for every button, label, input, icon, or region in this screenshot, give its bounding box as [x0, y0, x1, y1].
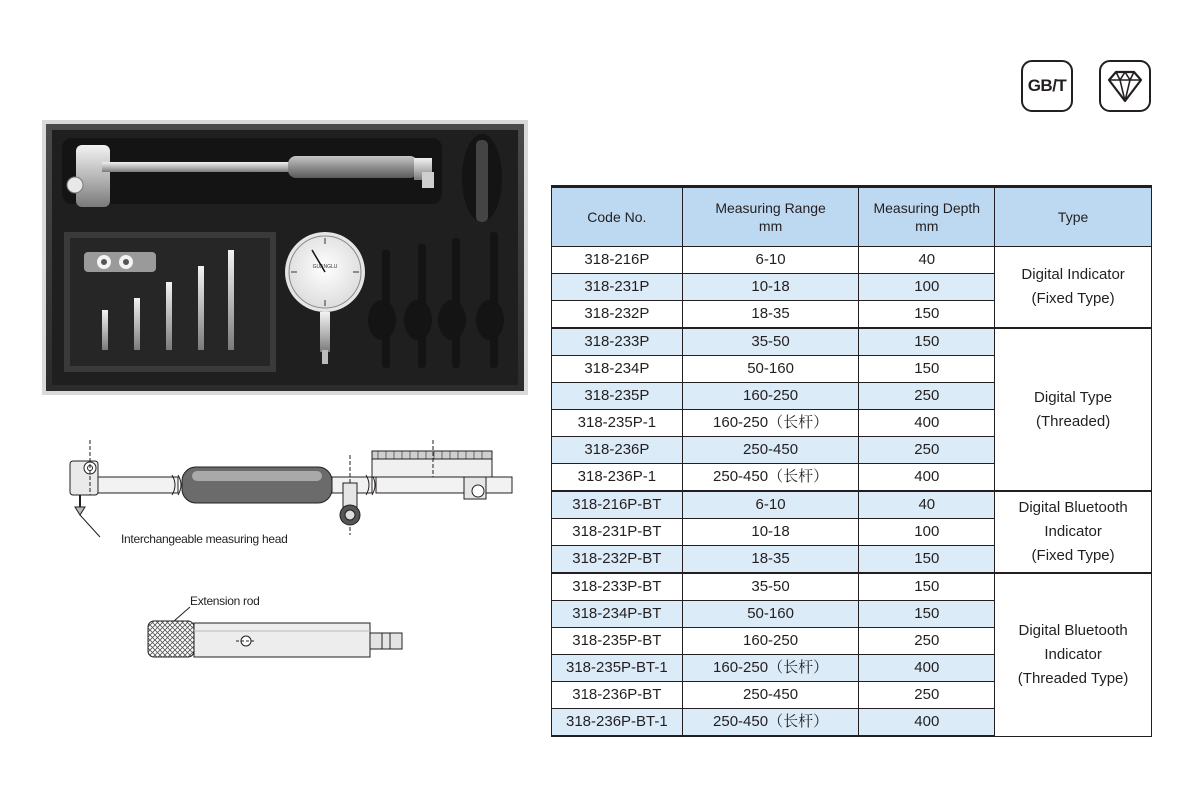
depth-cell: 250: [859, 682, 995, 709]
range-cell: 18-35: [682, 301, 859, 329]
col-depth-header: Measuring Depth mm: [859, 187, 995, 247]
code-cell: 318-235P-1: [552, 410, 683, 437]
code-cell: 318-232P-BT: [552, 546, 683, 574]
code-cell: 318-236P-1: [552, 464, 683, 492]
range-cell: 35-50: [682, 573, 859, 601]
range-cell: 10-18: [682, 519, 859, 546]
spec-table: [551, 185, 1152, 737]
range-cell: 35-50: [682, 328, 859, 356]
code-cell: 318-234P: [552, 356, 683, 383]
product-kit-photo: [42, 120, 528, 395]
code-cell: 318-236P-BT: [552, 682, 683, 709]
range-cell: 50-160: [682, 601, 859, 628]
range-cell: 160-250: [682, 383, 859, 410]
dial-brand: GUANGLU: [312, 264, 338, 270]
code-cell: 318-233P-BT: [552, 573, 683, 601]
range-cell: 250-450（长杆）: [682, 709, 859, 737]
table-row: [552, 491, 1152, 519]
range-cell: 250-450: [682, 437, 859, 464]
depth-cell: 40: [859, 247, 995, 274]
table-row: [552, 573, 1152, 601]
depth-cell: 400: [859, 464, 995, 492]
depth-cell: 400: [859, 410, 995, 437]
range-cell: 160-250（长杆）: [682, 410, 859, 437]
depth-cell: 150: [859, 573, 995, 601]
measuring-head-label: Interchangeable measuring head: [121, 532, 288, 546]
code-cell: 318-234P-BT: [552, 601, 683, 628]
range-cell: 18-35: [682, 546, 859, 574]
depth-cell: 400: [859, 709, 995, 737]
depth-cell: 250: [859, 628, 995, 655]
range-cell: 250-450: [682, 682, 859, 709]
code-cell: 318-235P-BT: [552, 628, 683, 655]
depth-cell: 100: [859, 274, 995, 301]
depth-cell: 150: [859, 601, 995, 628]
depth-cell: 150: [859, 328, 995, 356]
depth-cell: 250: [859, 437, 995, 464]
code-cell: 318-231P: [552, 274, 683, 301]
col-code-header: Code No.: [552, 187, 683, 247]
range-cell: 250-450（长杆）: [682, 464, 859, 492]
depth-cell: 150: [859, 301, 995, 329]
diamond-icon: [1105, 68, 1145, 104]
code-cell: 318-235P-BT-1: [552, 655, 683, 682]
quality-badge: [1099, 60, 1151, 112]
depth-cell: 100: [859, 519, 995, 546]
type-cell: Digital Bluetooth Indicator (Threaded Type): [995, 573, 1152, 736]
table-row: [552, 247, 1152, 274]
code-cell: 318-235P: [552, 383, 683, 410]
type-cell: Digital Bluetooth Indicator (Fixed Type): [995, 491, 1152, 573]
range-cell: 160-250: [682, 628, 859, 655]
table-header-row: [552, 187, 1152, 247]
col-range-header: Measuring Range mm: [682, 187, 859, 247]
code-cell: 318-233P: [552, 328, 683, 356]
code-cell: 318-216P: [552, 247, 683, 274]
range-cell: 160-250（长杆）: [682, 655, 859, 682]
type-cell: Digital Indicator (Fixed Type): [995, 247, 1152, 329]
col-type-header: Type: [995, 187, 1152, 247]
range-cell: 50-160: [682, 356, 859, 383]
depth-cell: 250: [859, 383, 995, 410]
range-cell: 6-10: [682, 491, 859, 519]
range-cell: 6-10: [682, 247, 859, 274]
extension-rod-drawing: [120, 585, 420, 675]
range-cell: 10-18: [682, 274, 859, 301]
code-cell: 318-231P-BT: [552, 519, 683, 546]
code-cell: 318-236P-BT-1: [552, 709, 683, 737]
code-cell: 318-236P: [552, 437, 683, 464]
code-cell: 318-216P-BT: [552, 491, 683, 519]
extension-rod-label: Extension rod: [190, 594, 260, 608]
table-row: [552, 328, 1152, 356]
depth-cell: 400: [859, 655, 995, 682]
depth-cell: 150: [859, 356, 995, 383]
gbt-label: GB/T: [1027, 76, 1067, 95]
depth-cell: 150: [859, 546, 995, 574]
code-cell: 318-232P: [552, 301, 683, 329]
type-cell: Digital Type (Threaded): [995, 328, 1152, 491]
depth-cell: 40: [859, 491, 995, 519]
gbt-standard-badge: [1021, 60, 1073, 112]
